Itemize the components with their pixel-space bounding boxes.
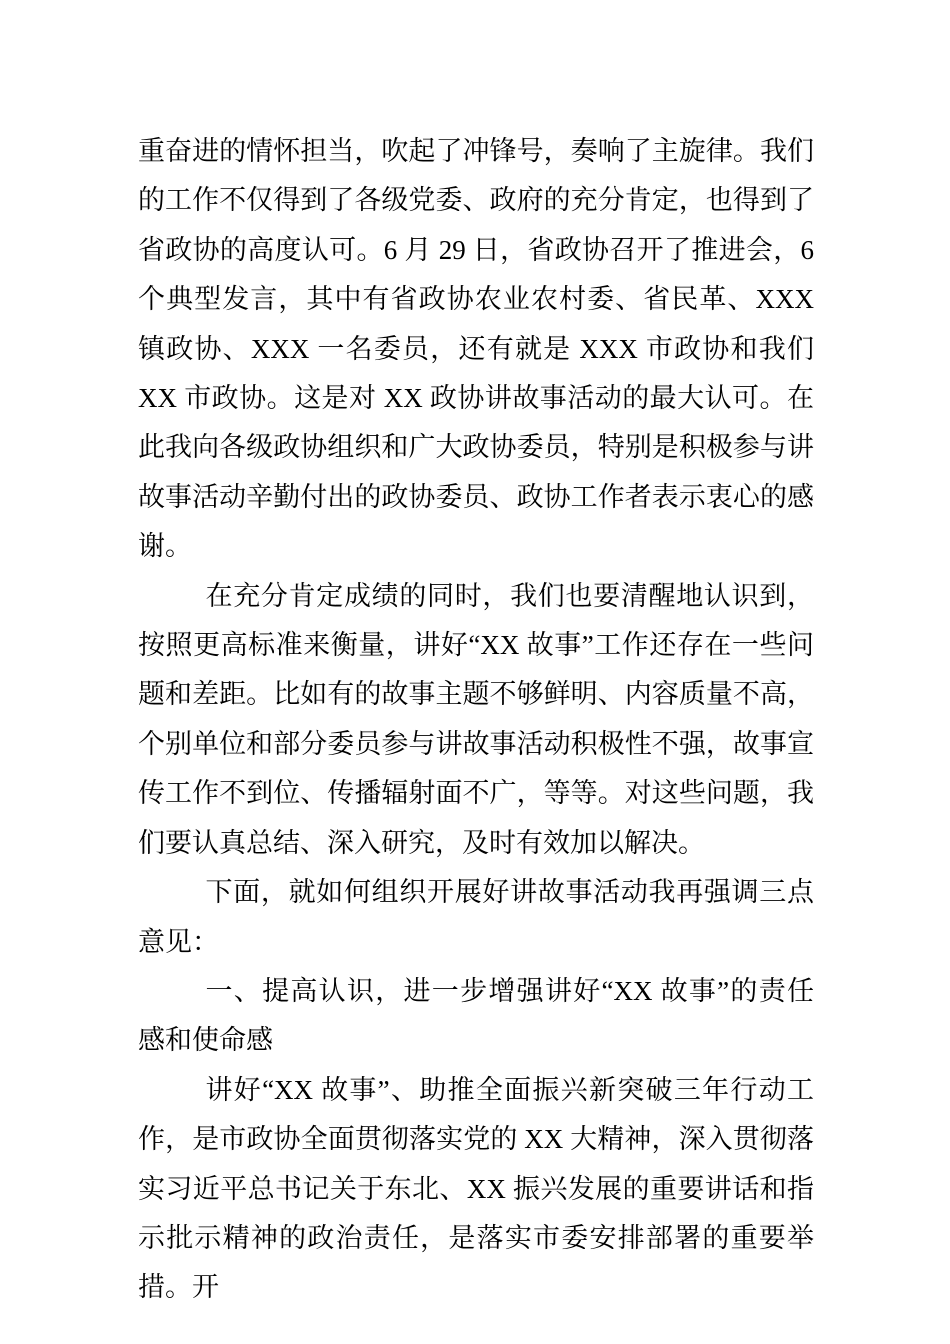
paragraph-assessment: 在充分肯定成绩的同时，我们也要清醒地认识到，按照更高标准来衡量，讲好“XX 故事”工作还存在一些问题和差距。比如有的故事主题不够鲜明、内容质量不高，个别单位和部分委员参与讲故事活动积极性不强，故事宣传工作不到位、传播辐射面不广，等等。对这些问题，我们要认真总结、深入研究，及时有效加以解决。: [138, 580, 814, 858]
paragraph-section-body: 讲好“XX 故事”、助推全面振兴新突破三年行动工作，是市政协全面贯彻落实党的 XX 大精神，深入贯彻落实习近平总书记关于东北、XX 振兴发展的重要讲话和指示批示精神的政治责任，是落实市委安排部署的重要举措。开: [138, 1074, 814, 1303]
document-text-block: [138, 127, 814, 1313]
paragraph-transition: 下面，就如何组织开展好讲故事活动我再强调三点意见：: [138, 877, 814, 957]
paragraph-continuation: 重奋进的情怀担当，吹起了冲锋号，奏响了主旋律。我们的工作不仅得到了各级党委、政府的充分肯定，也得到了省政协的高度认可。6 月 29 日，省政协召开了推进会，6 个典型发言，其中有省政协农业农村委、省民革、XXX 镇政协、XXX 一名委员，还有就是 XXX 市政协和我们 XX 市政协。这是对 XX 政协讲故事活动的最大认可。在此我向各级政协组织和广大政协委员，特别是积极参与讲故事活动辛勤付出的政协委员、政协工作者表示衷心的感谢。: [138, 136, 814, 562]
paragraph-section-heading: 一、提高认识，进一步增强讲好“XX 故事”的责任感和使命感: [138, 975, 814, 1056]
